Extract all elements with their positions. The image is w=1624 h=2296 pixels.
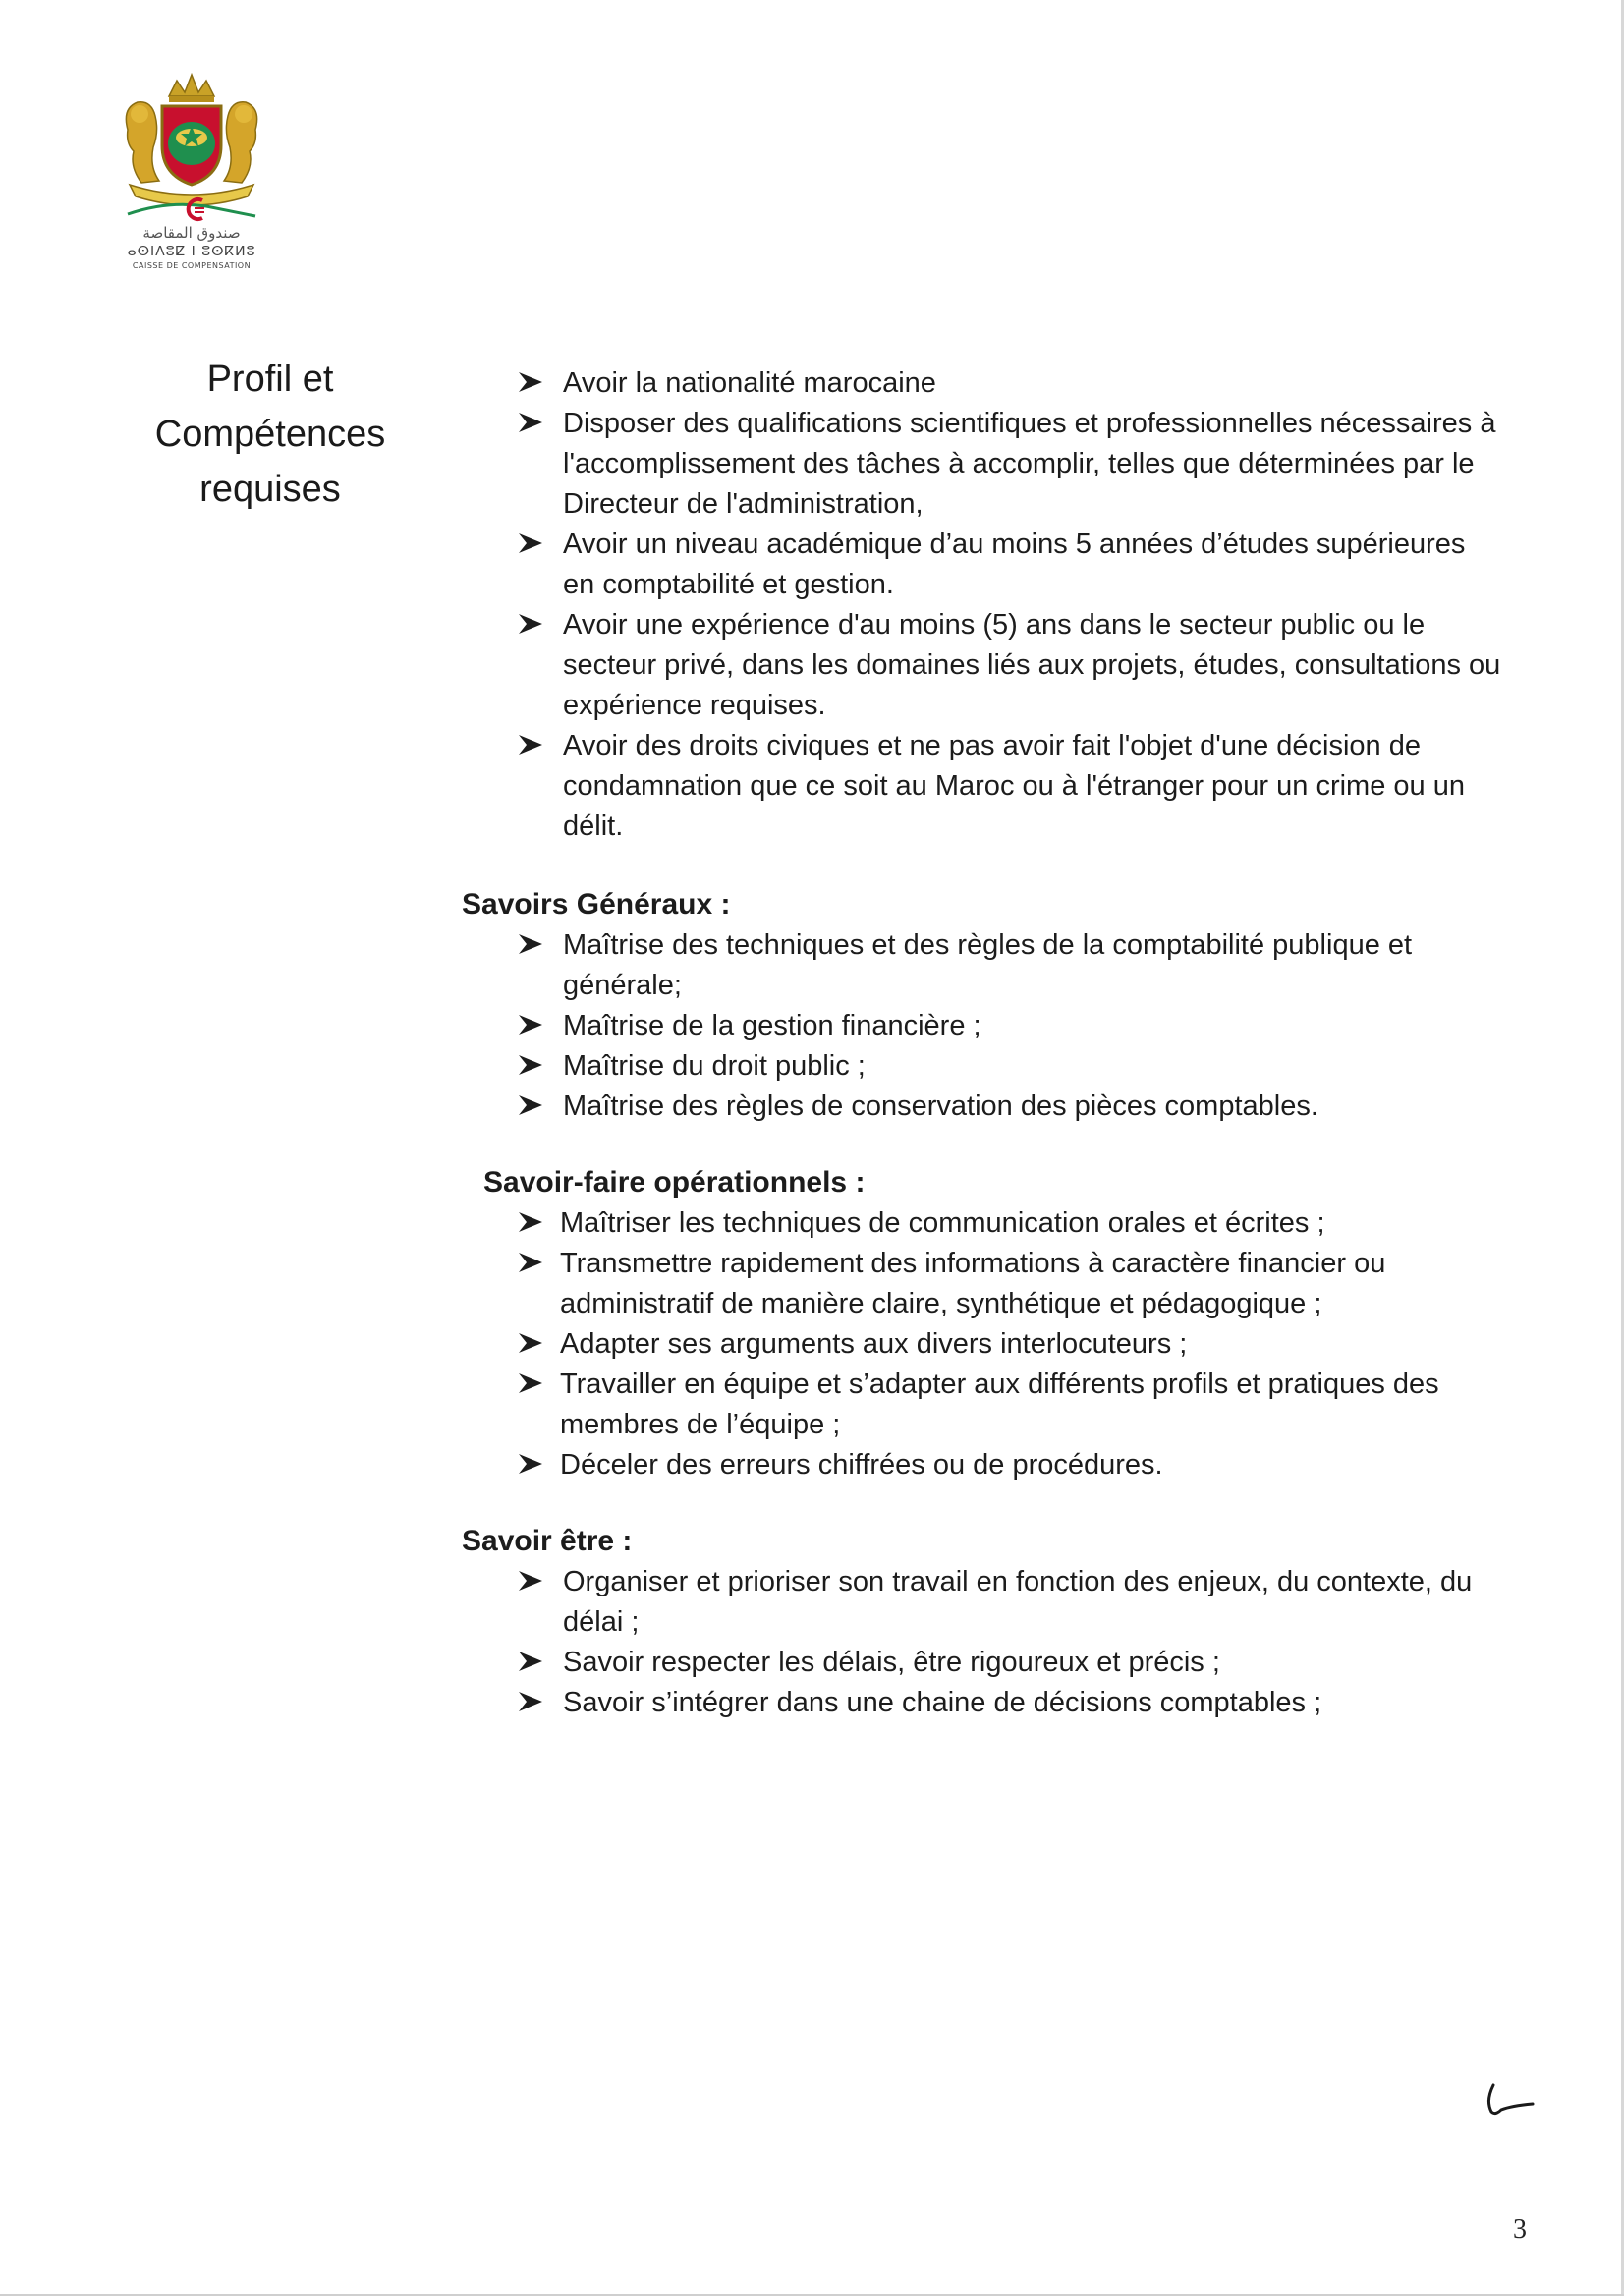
- list-item-text: Maîtrise de la gestion financière ;: [563, 1010, 981, 1041]
- royal-emblem-icon: [108, 69, 275, 224]
- arrow-bullet-icon: [517, 1331, 544, 1355]
- list-item-text: Savoir respecter les délais, être rigoureux et précis ;: [563, 1647, 1220, 1678]
- organization-logo: [108, 69, 275, 285]
- arrow-bullet-icon: [517, 1452, 544, 1476]
- arrow-bullet-icon: [517, 1372, 544, 1395]
- requirements-section: [462, 364, 1503, 847]
- list-item-text: Avoir des droits civiques et ne pas avoir fait l'objet d'une décision de condamnation que ce soit au Maroc ou à l'étranger pour un crime ou un délit.: [563, 730, 1465, 842]
- list-item-text: Maîtrise du droit public ;: [563, 1050, 866, 1082]
- list-item-text: Avoir la nationalité marocaine: [563, 367, 936, 399]
- logo-french-name: CAISSE DE COMPENSATION: [132, 261, 252, 270]
- list-item: [483, 1365, 1503, 1445]
- list-item-text: Maîtrise des règles de conservation des pièces comptables.: [563, 1091, 1318, 1122]
- savoir-etre-list: [462, 1562, 1503, 1723]
- requirements-list: [462, 364, 1503, 847]
- list-item-text: Déceler des erreurs chiffrées ou de procédures.: [560, 1449, 1163, 1481]
- savoirs-generaux-section: [462, 884, 1503, 1127]
- list-item: [462, 525, 1503, 605]
- section-title-line: requises: [199, 469, 341, 510]
- arrow-bullet-icon: [517, 411, 544, 434]
- list-item-text: Avoir une expérience d'au moins (5) ans dans le secteur public ou le secteur privé, dans les domaines liés aux projets, études, consultations ou expérience requises.: [563, 609, 1501, 721]
- section-title-line: Profil et: [206, 359, 334, 400]
- list-item: [462, 925, 1503, 1006]
- arrow-bullet-icon: [517, 1251, 544, 1274]
- list-item: [462, 1643, 1503, 1683]
- list-item-text: Adapter ses arguments aux divers interlocuteurs ;: [560, 1328, 1188, 1360]
- savoir-faire-section: [462, 1162, 1503, 1485]
- section-heading: Savoir être :: [462, 1525, 633, 1557]
- arrow-bullet-icon: [517, 1093, 544, 1117]
- section-heading: Savoir-faire opérationnels :: [483, 1166, 866, 1199]
- section-title-line: Compétences: [154, 414, 386, 455]
- list-item: [483, 1445, 1503, 1485]
- arrow-bullet-icon: [517, 1053, 544, 1077]
- list-item: [483, 1204, 1503, 1244]
- list-item: [462, 1046, 1503, 1087]
- list-item: [462, 1006, 1503, 1046]
- list-item: [462, 1562, 1503, 1643]
- logo-tifinagh-name: ⴰⵙⵏⴷⵓⵇ ⵏ ⵓⵙⴽⵍⵓ: [127, 244, 256, 259]
- list-item-text: Disposer des qualifications scientifiques et professionnelles nécessaires à l'accomplissement des tâches à accomplir, telles que déterminées par le Directeur de l'administration,: [563, 408, 1496, 520]
- arrow-bullet-icon: [517, 370, 544, 394]
- arrow-bullet-icon: [517, 1690, 544, 1713]
- list-item: [483, 1244, 1503, 1324]
- arrow-bullet-icon: [517, 1650, 544, 1673]
- initials-signature-icon: [1482, 2081, 1540, 2120]
- list-item-text: Maîtriser les techniques de communication orales et écrites ;: [560, 1207, 1325, 1239]
- list-item-text: Maîtrise des techniques et des règles de la comptabilité publique et générale;: [563, 929, 1413, 1001]
- section-title: [108, 352, 432, 517]
- arrow-bullet-icon: [517, 612, 544, 636]
- logo-arabic-name: صندوق المقاصة: [142, 224, 241, 242]
- arrow-bullet-icon: [517, 733, 544, 756]
- list-item: [462, 605, 1503, 726]
- list-item-text: Transmettre rapidement des informations à caractère financier ou administratif de manière claire, synthétique et pédagogique ;: [560, 1248, 1386, 1319]
- arrow-bullet-icon: [517, 1569, 544, 1593]
- arrow-bullet-icon: [517, 1013, 544, 1036]
- arrow-bullet-icon: [517, 1210, 544, 1234]
- list-item: [462, 726, 1503, 847]
- list-item-text: Travailler en équipe et s’adapter aux différents profils et pratiques des membres de l’équipe ;: [560, 1369, 1439, 1440]
- arrow-bullet-icon: [517, 532, 544, 555]
- list-item: [462, 1087, 1503, 1127]
- savoir-faire-list: [483, 1204, 1503, 1485]
- list-item-text: Organiser et prioriser son travail en fonction des enjeux, du contexte, du délai ;: [563, 1566, 1473, 1638]
- savoir-etre-section: [462, 1521, 1503, 1723]
- list-item-text: Avoir un niveau académique d’au moins 5 années d’études supérieures en comptabilité et gestion.: [563, 529, 1466, 600]
- savoirs-generaux-list: [462, 925, 1503, 1127]
- page-number: 3: [1513, 2214, 1527, 2245]
- section-heading: Savoirs Généraux :: [462, 888, 731, 921]
- list-item: [462, 1683, 1503, 1723]
- list-item: [483, 1324, 1503, 1365]
- requirements-content: [462, 364, 1503, 1723]
- arrow-bullet-icon: [517, 932, 544, 956]
- list-item: [462, 404, 1503, 525]
- list-item-text: Savoir s’intégrer dans une chaine de décisions comptables ;: [563, 1687, 1322, 1718]
- list-item: [462, 364, 1503, 404]
